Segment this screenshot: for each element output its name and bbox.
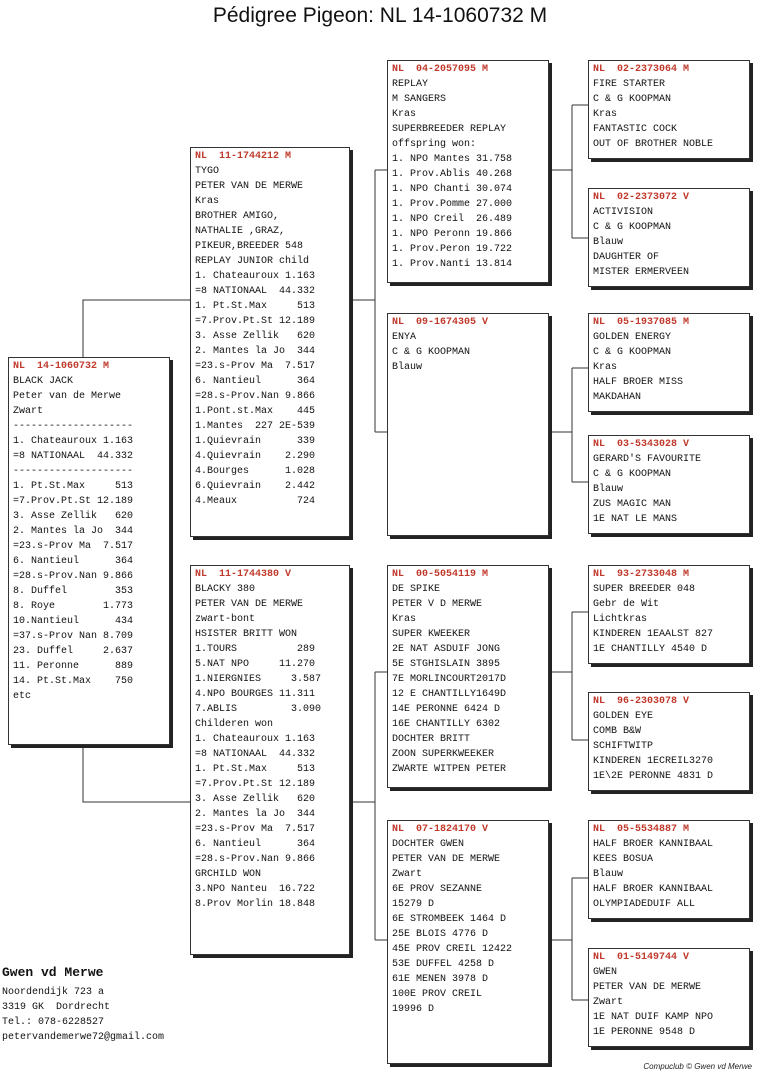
ring-number: NL 01-5149744 V [593, 952, 690, 963]
bird-detail-line: ZOON SUPERKWEEKER [392, 749, 495, 760]
bird-detail-line: OLYMPIADEDUIF ALL [593, 899, 696, 910]
bird-detail-line: 4.Quievrain 2.290 [195, 451, 316, 462]
bird-detail-line: 23. Duffel 2.637 [13, 646, 134, 657]
ring-number: NL 02-2373072 V [593, 192, 690, 203]
bird-detail-line: offspring won: [392, 139, 477, 150]
bird-detail-line: Kras [392, 614, 417, 625]
bird-name: GOLDEN ENERGY [593, 332, 672, 343]
bird-name: GOLDEN EYE [593, 711, 654, 722]
bird-detail-line: 4.NPO BOURGES 11.311 [195, 689, 316, 700]
bird-detail-line: 8. Duffel 353 [13, 586, 134, 597]
bird-detail-line: 6. Nantieul 364 [13, 556, 134, 567]
bird-detail-line: =28.s-Prov.Nan 9.866 [195, 854, 316, 865]
bird-detail-line: 1. NPO Chanti 30.074 [392, 184, 513, 195]
bird-detail-line: zwart-bont [195, 614, 256, 625]
bird-detail-line: -------------------- [13, 421, 134, 432]
bird-detail-line: 4.Meaux 724 [195, 496, 316, 507]
bird-detail-line: MAKDAHAN [593, 392, 642, 403]
bird-detail-line: Zwart [593, 997, 624, 1008]
bird-detail-line: GRCHILD WON [195, 869, 262, 880]
bird-name: SUPER BREEDER 048 [593, 584, 696, 595]
bird-detail-line: 25E BLOIS 4776 D [392, 929, 489, 940]
bird-detail-line: 6. Nantieul 364 [195, 376, 316, 387]
bird-detail-line: 6. Nantieul 364 [195, 839, 316, 850]
bird-detail-line: 1. Pt.St.Max 513 [195, 301, 316, 312]
ring-number: NL 09-1674305 V [392, 317, 489, 328]
owner-address-street: Noordendijk 723 a [2, 987, 105, 998]
bird-detail-line: C & G KOOPMAN [593, 222, 672, 233]
bird-detail-line: 7.ABLIS 3.090 [195, 704, 322, 715]
bird-name: TYGO [195, 166, 220, 177]
bird-detail-line: DOCHTER BRITT [392, 734, 471, 745]
bird-detail-line: FANTASTIC COCK [593, 124, 678, 135]
bird-detail-line: M SANGERS [392, 94, 447, 105]
bird-detail-line: 1. Prov.Nanti 13.814 [392, 259, 513, 270]
bird-name: BLACKY 380 [195, 584, 256, 595]
bird-detail-line: -------------------- [13, 466, 134, 477]
bird-detail-line: 1.NIERGNIES 3.587 [195, 674, 322, 685]
ring-number: NL 02-2373064 M [593, 64, 690, 75]
pedigree-card-mother[interactable] [190, 565, 350, 955]
bird-name: GERARD'S FAVOURITE [593, 454, 702, 465]
bird-detail-line: 2E NAT ASDUIF JONG [392, 644, 501, 655]
bird-detail-line: SCHIFTWITP [593, 741, 654, 752]
bird-detail-line: NATHALIE ,GRAZ, [195, 226, 286, 237]
bird-detail-line: =7.Prov.Pt.St 12.189 [195, 779, 316, 790]
bird-detail-line: 16E CHANTILLY 6302 [392, 719, 501, 730]
bird-detail-line: C & G KOOPMAN [392, 347, 471, 358]
bird-detail-line: 19996 D [392, 1004, 435, 1015]
bird-detail-line: 1. NPO Mantes 31.758 [392, 154, 513, 165]
bird-detail-line: REPLAY JUNIOR child [195, 256, 310, 267]
bird-name: GWEN [593, 967, 618, 978]
bird-detail-line: OUT OF BROTHER NOBLE [593, 139, 714, 150]
bird-detail-line: 1.TOURS 289 [195, 644, 316, 655]
bird-name: REPLAY [392, 79, 429, 90]
bird-detail-line: PETER VAN DE MERWE [593, 982, 702, 993]
bird-detail-line: =8 NATIONAAL 44.332 [195, 749, 316, 760]
bird-detail-line: =7.Prov.Pt.St 12.189 [13, 496, 134, 507]
bird-detail-line: BROTHER AMIGO, [195, 211, 280, 222]
bird-detail-line: SUPER KWEEKER [392, 629, 471, 640]
bird-detail-line: 14E PERONNE 6424 D [392, 704, 501, 715]
bird-detail-line: 1E\2E PERONNE 4831 D [593, 771, 714, 782]
bird-detail-line: 1. Prov.Pomme 27.000 [392, 199, 513, 210]
bird-detail-line: 1. Chateauroux 1.163 [195, 734, 316, 745]
bird-detail-line: Kras [392, 109, 417, 120]
bird-detail-line: PETER VAN DE MERWE [392, 854, 501, 865]
bird-detail-line: 15279 D [392, 899, 435, 910]
bird-name: HALF BROER KANNIBAAL [593, 839, 714, 850]
bird-detail-line: 14. Pt.St.Max 750 [13, 676, 134, 687]
page-title: Pédigree Pigeon: NL 14-1060732 M [212, 4, 548, 27]
bird-detail-line: 1.Mantes 227 2E-539 [195, 421, 316, 432]
bird-detail-line: 12 E CHANTILLY1649D [392, 689, 507, 700]
bird-detail-line: Blauw [392, 362, 423, 373]
ring-number: NL 11-1744380 V [195, 569, 292, 580]
bird-detail-line: COMB B&W [593, 726, 642, 737]
bird-detail-line: SUPERBREEDER REPLAY [392, 124, 507, 135]
bird-detail-line: KINDEREN 1ECREIL3270 [593, 756, 714, 767]
bird-detail-line: 1. Chateauroux 1.163 [195, 271, 316, 282]
bird-name: BLACK JACK [13, 376, 74, 387]
bird-detail-line: 1.Pont.st.Max 445 [195, 406, 316, 417]
bird-detail-line: Kras [593, 109, 618, 120]
bird-detail-line: 2. Mantes la Jo 344 [195, 809, 316, 820]
owner-phone: Tel.: 078-6228527 [2, 1017, 105, 1028]
pedigree-card-dam-sire[interactable] [387, 565, 549, 788]
bird-detail-line: =8 NATIONAAL 44.332 [13, 451, 134, 462]
bird-detail-line: Kras [195, 196, 220, 207]
bird-detail-line: Zwart [392, 869, 423, 880]
ring-number: NL 93-2733048 M [593, 569, 690, 580]
software-credit: Compuclub © Gwen vd Merwe [643, 1062, 752, 1071]
bird-detail-line: HALF BROER MISS [593, 377, 684, 388]
bird-detail-line: 6.Quievrain 2.442 [195, 481, 316, 492]
pedigree-card-father[interactable] [190, 147, 350, 537]
bird-detail-line: 61E MENEN 3978 D [392, 974, 489, 985]
bird-detail-line: 2. Mantes la Jo 344 [13, 526, 134, 537]
bird-name: DOCHTER GWEN [392, 839, 465, 850]
ring-number: NL 11-1744212 M [195, 151, 292, 162]
pedigree-card-fff[interactable] [588, 60, 750, 159]
pedigree-card-mff[interactable] [588, 565, 750, 664]
bird-detail-line: 5.NAT NPO 11.270 [195, 659, 316, 670]
pedigree-card-dam-dam[interactable] [387, 820, 549, 1064]
pedigree-card-fmf[interactable] [588, 313, 750, 412]
owner-email[interactable]: petervandemerwe72@gmail.com [2, 1032, 165, 1043]
pedigree-card-fmm[interactable] [588, 435, 750, 534]
bird-detail-line: =28.s-Prov.Nan 9.866 [195, 391, 316, 402]
owner-address-city: 3319 GK Dordrecht [2, 1002, 111, 1013]
bird-detail-line: Peter van de Merwe [13, 391, 122, 402]
bird-detail-line: 1. NPO Peronn 19.866 [392, 229, 513, 240]
bird-detail-line: DAUGHTER OF [593, 252, 660, 263]
ring-number: NL 03-5343028 V [593, 439, 690, 450]
bird-detail-line: KEES BOSUA [593, 854, 654, 865]
bird-detail-line: Kras [593, 362, 618, 373]
bird-detail-line: 1.Quievrain 339 [195, 436, 316, 447]
pedigree-card-mmf[interactable] [588, 820, 750, 919]
bird-detail-line: PIKEUR,BREEDER 548 [195, 241, 304, 252]
bird-detail-line: Childeren won [195, 719, 274, 730]
bird-detail-line: 45E PROV CREIL 12422 [392, 944, 513, 955]
bird-detail-line: 3. Asse Zellik 620 [13, 511, 134, 522]
pedigree-card-ffm[interactable] [588, 188, 750, 287]
bird-detail-line: 1. NPO Creil 26.489 [392, 214, 513, 225]
bird-detail-line: 10.Nantieul 434 [13, 616, 134, 627]
pedigree-card-subject[interactable] [8, 357, 170, 745]
bird-detail-line: Lichtkras [593, 614, 648, 625]
bird-detail-line: 3.NPO Nanteu 16.722 [195, 884, 316, 895]
bird-detail-line: 1E CHANTILLY 4540 D [593, 644, 708, 655]
bird-name: FIRE STARTER [593, 79, 666, 90]
pedigree-card-mfm[interactable] [588, 692, 750, 791]
bird-detail-line: 1. Chateauroux 1.163 [13, 436, 134, 447]
bird-detail-line: C & G KOOPMAN [593, 469, 672, 480]
bird-detail-line: 1. Prov.Ablis 40.268 [392, 169, 513, 180]
ring-number: NL 14-1060732 M [13, 361, 110, 372]
ring-number: NL 05-5534887 M [593, 824, 690, 835]
bird-detail-line: =8 NATIONAAL 44.332 [195, 286, 316, 297]
owner-name: Gwen vd Merwe [2, 965, 104, 980]
bird-detail-line: Gebr de Wit [593, 599, 660, 610]
ring-number: NL 07-1824170 V [392, 824, 489, 835]
bird-detail-line: etc [13, 691, 32, 702]
ring-number: NL 00-5054119 M [392, 569, 489, 580]
bird-detail-line: 3. Asse Zellik 620 [195, 331, 316, 342]
pedigree-card-sire-dam[interactable] [387, 313, 549, 536]
bird-detail-line: 1E NAT LE MANS [593, 514, 678, 525]
bird-detail-line: KINDEREN 1EAALST 827 [593, 629, 714, 640]
ring-number: NL 04-2057095 M [392, 64, 489, 75]
owner-contact-block [2, 965, 164, 1045]
bird-detail-line: 8.Prov Morlin 18.848 [195, 899, 316, 910]
bird-detail-line: ZWARTE WITPEN PETER [392, 764, 507, 775]
bird-detail-line: Blauw [593, 484, 624, 495]
bird-detail-line: 11. Peronne 889 [13, 661, 134, 672]
bird-detail-line: C & G KOOPMAN [593, 94, 672, 105]
bird-detail-line: Blauw [593, 869, 624, 880]
bird-detail-line: 5E STGHISLAIN 3895 [392, 659, 501, 670]
bird-detail-line: PETER V D MERWE [392, 599, 483, 610]
pedigree-card-sire-sire[interactable] [387, 60, 549, 283]
bird-detail-line: PETER VAN DE MERWE [195, 181, 304, 192]
bird-detail-line: 6E STROMBEEK 1464 D [392, 914, 507, 925]
bird-detail-line: 3. Asse Zellik 620 [195, 794, 316, 805]
bird-detail-line: =23.s-Prov Ma 7.517 [195, 824, 316, 835]
bird-name: DE SPIKE [392, 584, 441, 595]
bird-detail-line: 2. Mantes la Jo 344 [195, 346, 316, 357]
bird-detail-line: C & G KOOPMAN [593, 347, 672, 358]
bird-detail-line: =7.Prov.Pt.St 12.189 [195, 316, 316, 327]
bird-detail-line: 4.Bourges 1.028 [195, 466, 316, 477]
bird-detail-line: 1E PERONNE 9548 D [593, 1027, 696, 1038]
bird-detail-line: ZUS MAGIC MAN [593, 499, 672, 510]
bird-detail-line: =37.s-Prov Nan 8.709 [13, 631, 134, 642]
bird-detail-line: MISTER ERMERVEEN [593, 267, 690, 278]
bird-detail-line: Zwart [13, 406, 44, 417]
bird-detail-line: 6E PROV SEZANNE [392, 884, 483, 895]
bird-detail-line: PETER VAN DE MERWE [195, 599, 304, 610]
bird-detail-line: HALF BROER KANNIBAAL [593, 884, 714, 895]
bird-detail-line: 1. Prov.Peron 19.722 [392, 244, 513, 255]
ring-number: NL 96-2303078 V [593, 696, 690, 707]
bird-detail-line: 8. Roye 1.773 [13, 601, 134, 612]
bird-detail-line: 7E MORLINCOURT2017D [392, 674, 507, 685]
bird-detail-line: 100E PROV CREIL [392, 989, 483, 1000]
bird-name: ENYA [392, 332, 417, 343]
bird-detail-line: 1E NAT DUIF KAMP NPO [593, 1012, 714, 1023]
bird-detail-line: HSISTER BRITT WON [195, 629, 298, 640]
bird-detail-line: =28.s-Prov.Nan 9.866 [13, 571, 134, 582]
bird-detail-line: 53E DUFFEL 4258 D [392, 959, 495, 970]
bird-detail-line: =23.s-Prov Ma 7.517 [195, 361, 316, 372]
bird-detail-line: =23.s-Prov Ma 7.517 [13, 541, 134, 552]
bird-detail-line: Blauw [593, 237, 624, 248]
pedigree-card-mmm[interactable] [588, 948, 750, 1047]
ring-number: NL 05-1937085 M [593, 317, 690, 328]
bird-detail-line: 1. Pt.St.Max 513 [13, 481, 134, 492]
bird-name: ACTIVISION [593, 207, 654, 218]
bird-detail-line: 1. Pt.St.Max 513 [195, 764, 316, 775]
